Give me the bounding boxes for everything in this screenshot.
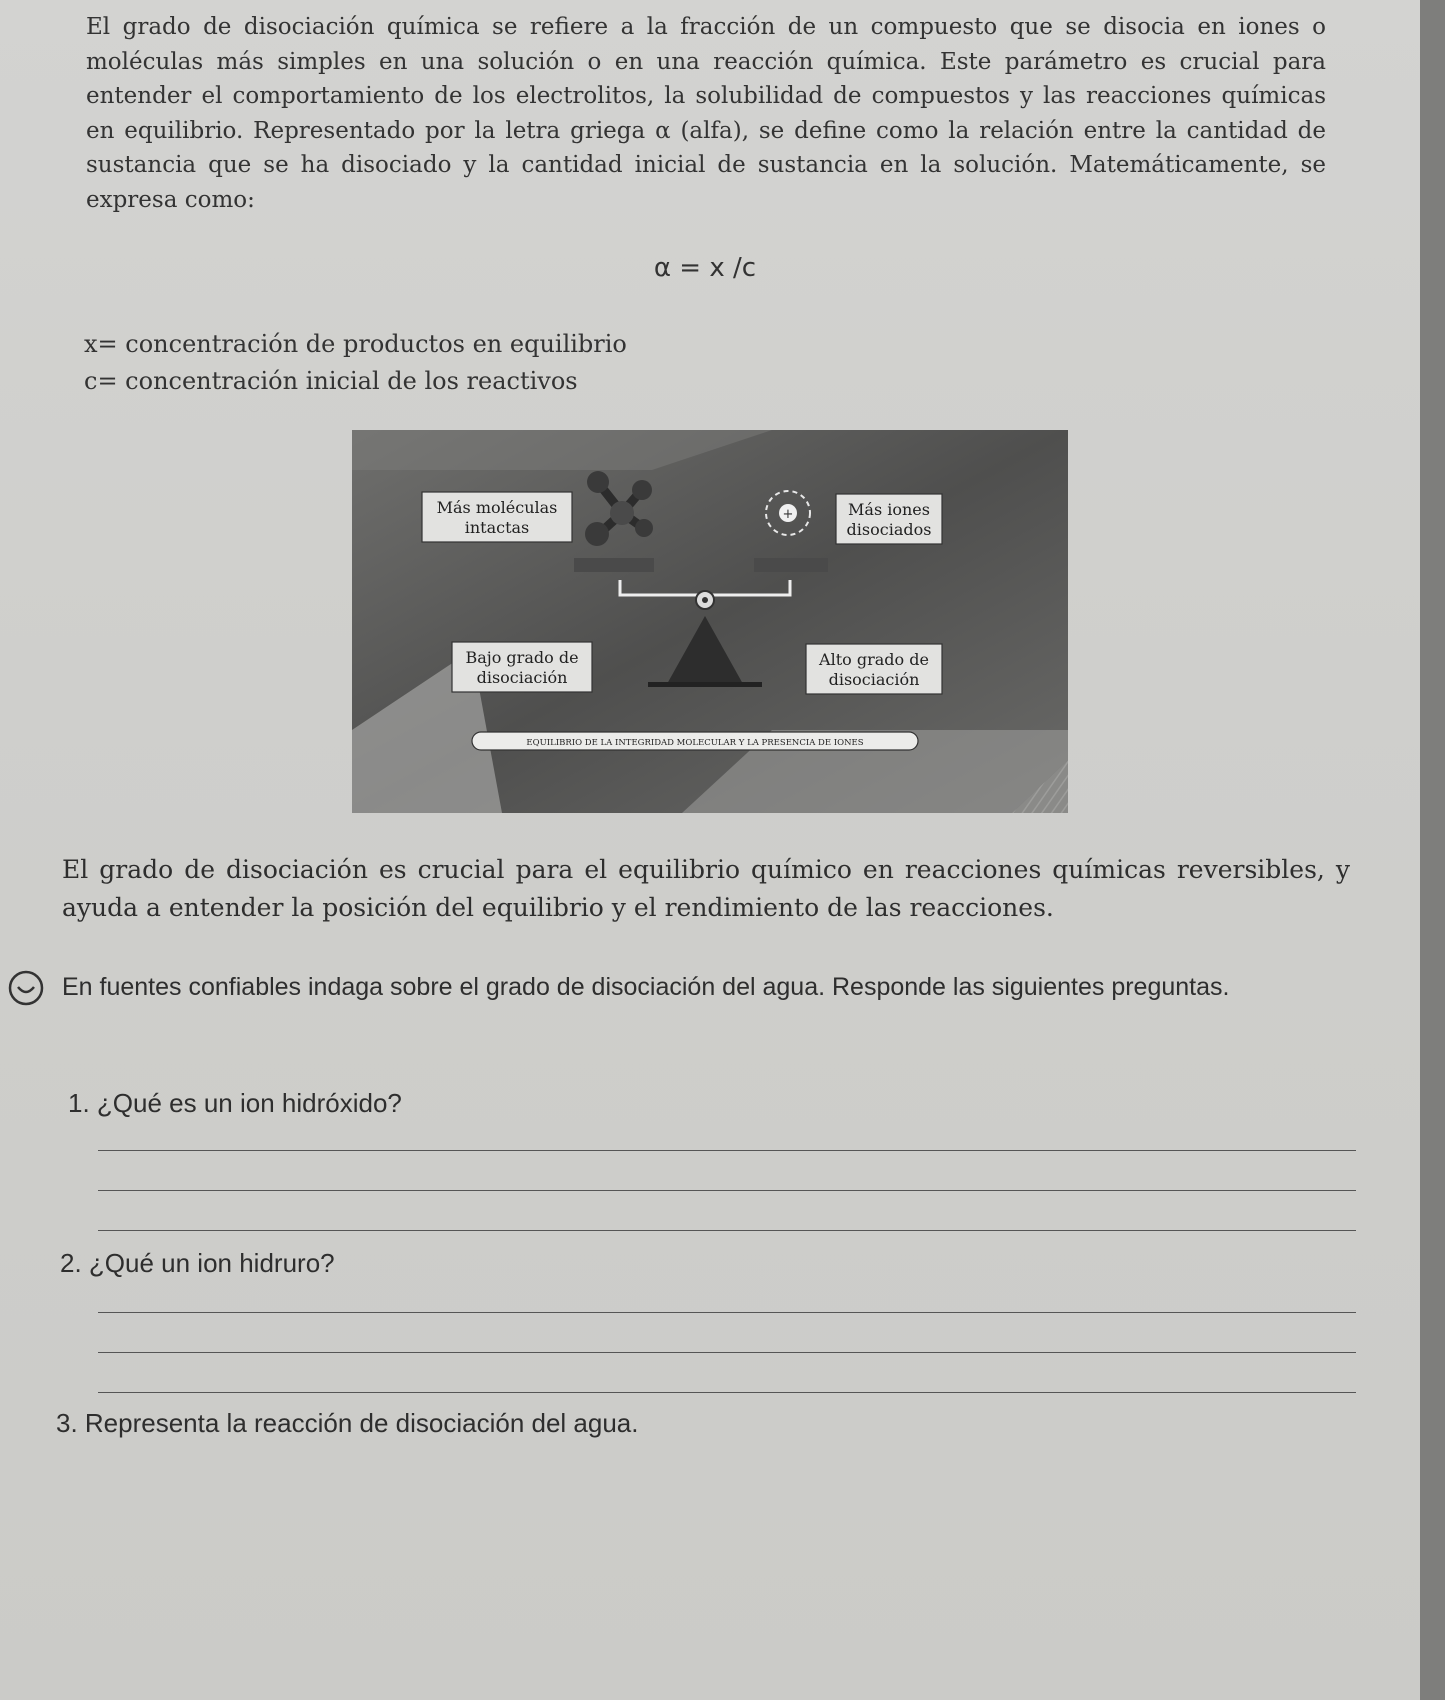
activity-intro: En fuentes confiables indaga sobre el grado de disociación del agua. Responde las siguientes preguntas. <box>62 973 1230 1001</box>
question-1: 1. ¿Qué es un ion hidróxido? <box>68 1088 402 1118</box>
question-2: 2. ¿Qué un ion hidruro? <box>60 1248 335 1278</box>
svg-text:disociados: disociados <box>846 520 932 539</box>
answer-line[interactable] <box>98 1150 1356 1151</box>
answer-line[interactable] <box>98 1352 1356 1353</box>
svg-text:Más moléculas: Más moléculas <box>436 498 558 517</box>
intro-paragraph: El grado de disociación química se refiere a la fracción de un compuesto que se disocia en iones o moléculas más simples en una solución o en una reacción química. Este parámetro es crucial para entender el comportamiento de los electrolitos, la solubilidad de compuestos y las reacciones químicas en equilibrio. Representado por la letra griega α (alfa), se define como la relación entre la cantidad de sustancia que se ha disociado y la cantidad inicial de sustancia en la solución. Matemáticamente, se expresa como: <box>86 14 1326 213</box>
label-more-ions <box>836 494 942 544</box>
answer-line[interactable] <box>98 1312 1356 1313</box>
answer-line[interactable] <box>98 1230 1356 1231</box>
svg-text:intactas: intactas <box>464 518 530 537</box>
definition-c: c= concentración inicial de los reactivos <box>84 367 578 395</box>
dissociation-balance-figure <box>352 430 1068 813</box>
paragraph-equilibrium: El grado de disociación es crucial para el equilibrio químico en reacciones químicas reversibles, y ayuda a entender la posición del equilibrio y el rendimiento de las reacciones. <box>62 855 1350 922</box>
svg-text:disociación: disociación <box>476 668 568 687</box>
svg-text:EQUILIBRIO DE LA INTEGRIDAD MO: EQUILIBRIO DE LA INTEGRIDAD MOLECULAR Y LA PRESENCIA DE IONES <box>526 738 864 748</box>
label-high-dissociation <box>806 644 942 694</box>
svg-text:Alto grado de: Alto grado de <box>819 650 929 669</box>
definition-x: x= concentración de productos en equilibrio <box>84 330 627 358</box>
answer-line[interactable] <box>98 1392 1356 1393</box>
smiley-icon <box>8 970 44 1006</box>
figure-banner <box>472 732 918 750</box>
label-more-molecules <box>422 492 572 542</box>
plus-sign: + <box>782 507 794 522</box>
left-pan <box>574 558 654 572</box>
svg-text:Bajo grado de: Bajo grado de <box>465 648 579 667</box>
svg-text:Más iones: Más iones <box>848 500 930 519</box>
label-low-dissociation <box>452 642 592 692</box>
svg-text:disociación: disociación <box>828 670 920 689</box>
question-3: 3. Representa la reacción de disociación del agua. <box>56 1408 639 1438</box>
page-edge <box>1420 0 1445 1700</box>
right-pan <box>754 558 828 572</box>
alpha-formula: α = x /c <box>653 253 757 283</box>
answer-line[interactable] <box>98 1190 1356 1191</box>
